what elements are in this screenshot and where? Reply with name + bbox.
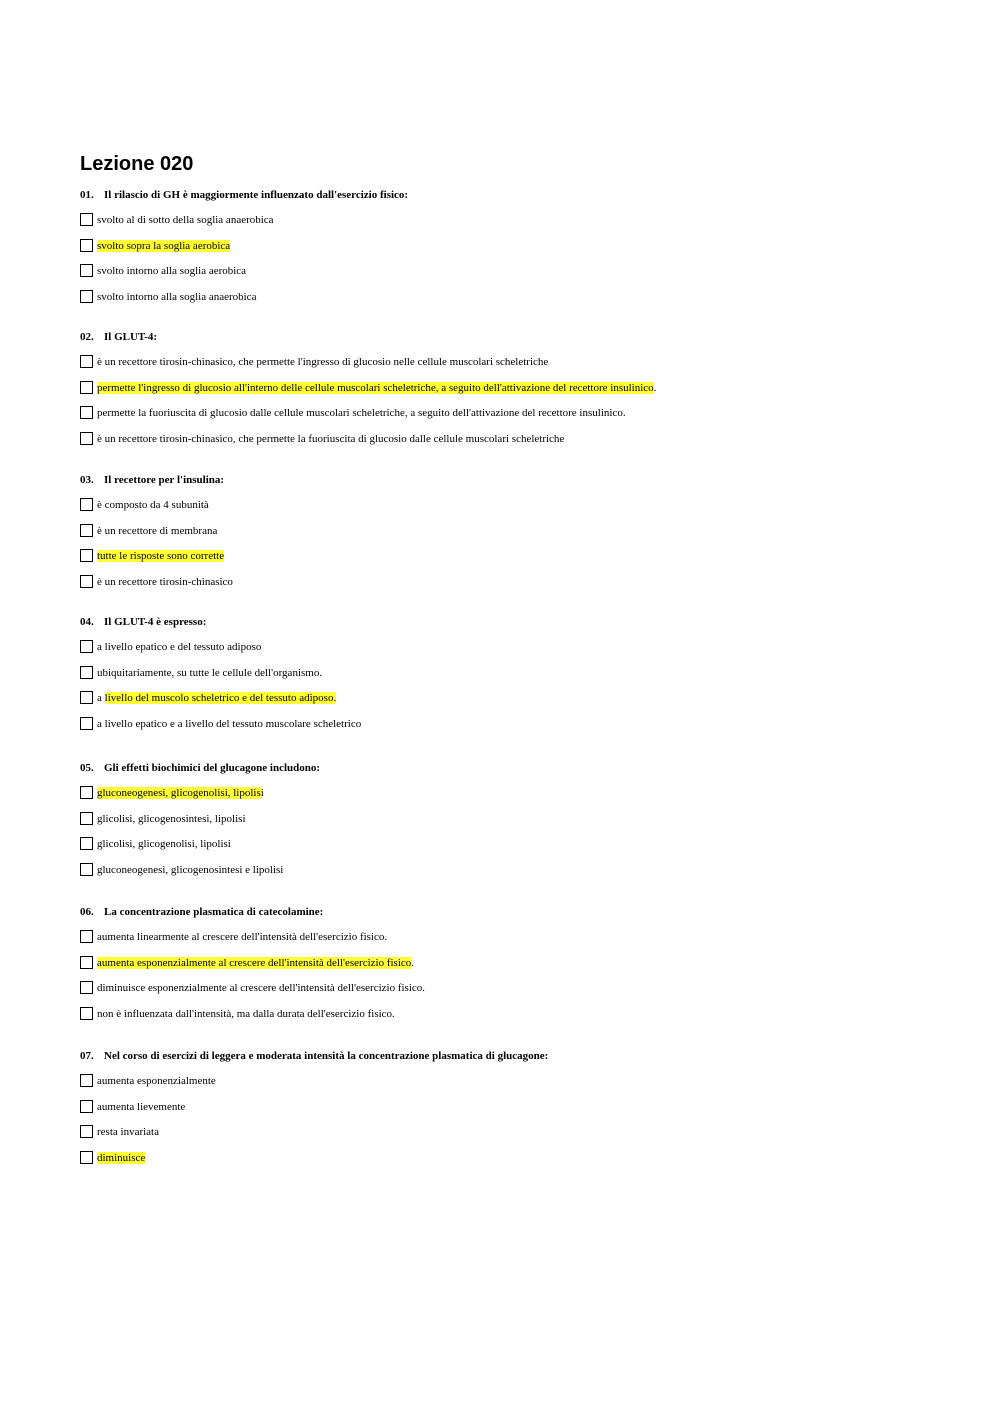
- answer-text-part: resta invariata: [97, 1126, 159, 1138]
- answer-checkbox[interactable]: [80, 498, 93, 511]
- question-text: Il GLUT-4:: [104, 331, 158, 343]
- answer-checkbox[interactable]: [80, 575, 93, 588]
- answer-checkbox[interactable]: [80, 1125, 93, 1138]
- answer-text: [97, 264, 246, 278]
- highlighted-answer-text: livello del muscolo scheletrico e del tessuto adiposo.: [104, 692, 337, 704]
- answer-checkbox[interactable]: [80, 1151, 93, 1164]
- answer-text-part: a livello epatico e del tessuto adiposo: [97, 641, 262, 653]
- answer-checkbox[interactable]: [80, 213, 93, 226]
- question-text: Il GLUT-4 è espresso:: [104, 616, 207, 628]
- question-heading: [80, 1049, 548, 1063]
- question-number: 07.: [80, 1050, 94, 1062]
- question-heading: [80, 188, 408, 202]
- question-number: 05.: [80, 762, 94, 774]
- answer-text-part: i: [260, 787, 264, 799]
- question-text: Gli effetti biochimici del glucagone includono:: [104, 762, 321, 774]
- answer-text: [97, 691, 336, 705]
- answer-text-part: glicolisi, glicogenolisi, lipolisi: [97, 838, 231, 850]
- question-number: 02.: [80, 331, 94, 343]
- answer-text-part: diminuisce esponenzialmente al crescere dell'intensità dell'esercizio fisico.: [97, 982, 426, 994]
- answer-checkbox[interactable]: [80, 381, 93, 394]
- answer-text-part: gluconeogenesi, glicogenosintesi e lipolisi: [97, 864, 284, 876]
- answer-text-part: è un recettore tirosin-chinasico, che permette l'ingresso di glucosio nelle cellule muscolari scheletriche: [97, 356, 549, 368]
- answer-text: [97, 1125, 159, 1139]
- answer-text-part: a livello epatico e a livello del tessuto muscolare scheletrico: [97, 718, 362, 730]
- answer-text: [97, 956, 414, 970]
- answer-checkbox[interactable]: [80, 1100, 93, 1113]
- answer-checkbox[interactable]: [80, 524, 93, 537]
- answer-checkbox[interactable]: [80, 956, 93, 969]
- answer-checkbox[interactable]: [80, 717, 93, 730]
- answer-checkbox[interactable]: [80, 406, 93, 419]
- answer-checkbox[interactable]: [80, 691, 93, 704]
- answer-text-part: aumenta linearmente al crescere dell'intensità dell'esercizio fisico.: [97, 931, 388, 943]
- answer-text: [97, 290, 256, 304]
- answer-checkbox[interactable]: [80, 863, 93, 876]
- question-text: Nel corso di esercizi di leggera e moderata intensità la concentrazione plasmatica di glucagone:: [104, 1050, 549, 1062]
- answer-text-part: svolto al di sotto della soglia anaerobica: [97, 214, 274, 226]
- answer-text-part: aumenta esponenzialmente: [97, 1075, 216, 1087]
- answer-text: [97, 640, 261, 654]
- answer-checkbox[interactable]: [80, 981, 93, 994]
- answer-text: [97, 666, 322, 680]
- page-title: Lezione 020: [80, 153, 194, 175]
- highlighted-answer-text: aumenta esponenzialmente al crescere dell'intensità dell'esercizio fisico: [97, 957, 412, 969]
- answer-text: [97, 381, 656, 395]
- answer-text: [97, 1007, 395, 1021]
- answer-checkbox[interactable]: [80, 837, 93, 850]
- answer-text-part: svolto intorno alla soglia aerobica: [97, 265, 247, 277]
- answer-text: [97, 863, 283, 877]
- question-text: Il recettore per l'insulina:: [104, 474, 225, 486]
- answer-checkbox[interactable]: [80, 239, 93, 252]
- answer-checkbox[interactable]: [80, 264, 93, 277]
- answer-text-part: ubiquitariamente, su tutte le cellule dell'organismo.: [97, 667, 323, 679]
- question-number: 01.: [80, 189, 94, 201]
- answer-text: [97, 549, 224, 563]
- answer-text: [97, 930, 387, 944]
- answer-text-part: .: [653, 382, 657, 394]
- question-heading: [80, 761, 320, 775]
- answer-text-part: è composto da 4 subunità: [97, 499, 209, 511]
- answer-checkbox[interactable]: [80, 432, 93, 445]
- answer-text: [97, 575, 233, 589]
- question-number: 04.: [80, 616, 94, 628]
- answer-text-part: a: [97, 692, 105, 704]
- answer-text: [97, 837, 231, 851]
- answer-text: [97, 524, 217, 538]
- question-heading: [80, 615, 206, 629]
- answer-text: [97, 432, 564, 446]
- question-heading: [80, 905, 323, 919]
- answer-text-part: permette la fuoriuscita di glucosio dalle cellule muscolari scheletriche, a seguito dell'attivazione del recettore insulinico.: [97, 407, 626, 419]
- answer-checkbox[interactable]: [80, 786, 93, 799]
- answer-checkbox[interactable]: [80, 666, 93, 679]
- answer-text-part: non è influenzata dall'intensità, ma dalla durata dell'esercizio fisico.: [97, 1008, 395, 1020]
- answer-text: [97, 1074, 216, 1088]
- highlighted-answer-text: gluconeogenesi, glicogenolisi, lipolis: [97, 787, 261, 799]
- answer-text-part: glicolisi, glicogenosintesi, lipolisi: [97, 813, 246, 825]
- answer-text: [97, 786, 264, 800]
- answer-text-part: aumenta lievemente: [97, 1101, 186, 1113]
- answer-text: [97, 355, 548, 369]
- question-heading: [80, 330, 157, 344]
- question-text: Il rilascio di GH è maggiormente influenzato dall'esercizio fisico:: [104, 189, 409, 201]
- highlighted-answer-text: svolto sopra la soglia aerobica: [97, 240, 231, 252]
- answer-text: [97, 812, 246, 826]
- answer-text-part: è un recettore tirosin-chinasico, che permette la fuoriuscita di glucosio dalle cellule muscolari scheletriche: [97, 433, 565, 445]
- answer-text-part: è un recettore tirosin-chinasico: [97, 576, 233, 588]
- answer-text: [97, 213, 274, 227]
- highlighted-answer-text: tutte le risposte sono corrette: [97, 550, 225, 562]
- answer-checkbox[interactable]: [80, 812, 93, 825]
- answer-text: [97, 1151, 145, 1165]
- highlighted-answer-text: diminuisce: [97, 1152, 146, 1164]
- answer-text: [97, 406, 626, 420]
- question-number: 03.: [80, 474, 94, 486]
- answer-text-part: è un recettore di membrana: [97, 525, 218, 537]
- question-text: La concentrazione plasmatica di catecolamine:: [104, 906, 324, 918]
- answer-text: [97, 239, 230, 253]
- answer-checkbox[interactable]: [80, 1007, 93, 1020]
- answer-checkbox[interactable]: [80, 640, 93, 653]
- highlighted-answer-text: permette l'ingresso di glucosio all'interno delle cellule muscolari scheletriche, a seguito dell'attivazione del recettore insulinico: [97, 382, 654, 394]
- answer-text: [97, 717, 361, 731]
- answer-checkbox[interactable]: [80, 290, 93, 303]
- answer-text: [97, 498, 209, 512]
- answer-text: [97, 1100, 185, 1114]
- answer-checkbox[interactable]: [80, 355, 93, 368]
- answer-text-part: svolto intorno alla soglia anaerobica: [97, 291, 257, 303]
- answer-text: [97, 981, 425, 995]
- answer-checkbox[interactable]: [80, 930, 93, 943]
- question-heading: [80, 473, 224, 487]
- answer-checkbox[interactable]: [80, 1074, 93, 1087]
- answer-checkbox[interactable]: [80, 549, 93, 562]
- answer-text-part: .: [411, 957, 415, 969]
- question-number: 06.: [80, 906, 94, 918]
